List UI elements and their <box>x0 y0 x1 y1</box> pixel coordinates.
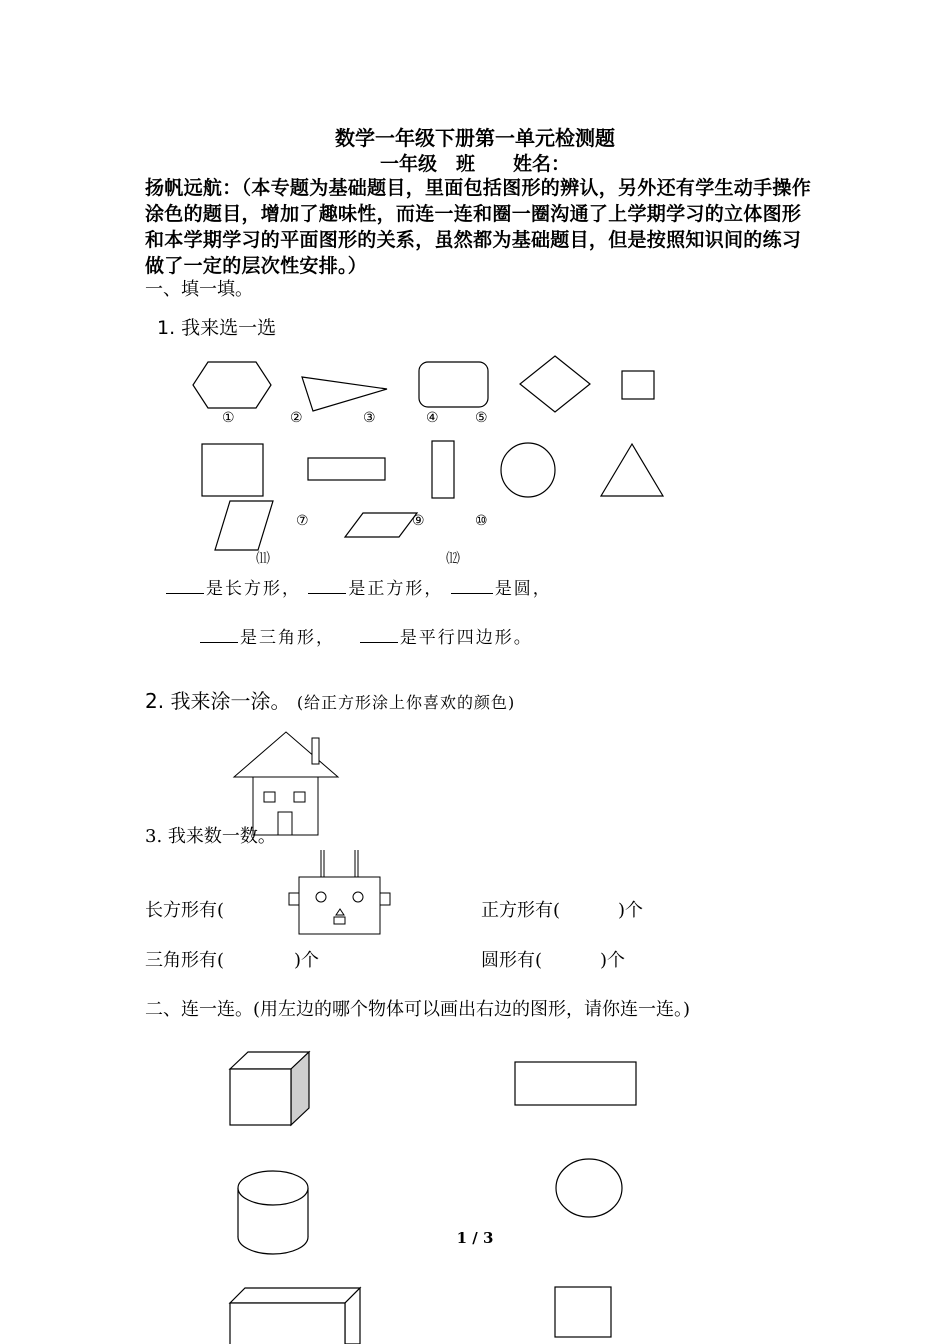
fill-triangle-text: 是三角形， <box>240 628 335 648</box>
circle-count-prefix: 圆形有( <box>481 950 543 971</box>
page-number: 1 / 3 <box>456 1229 494 1247</box>
label-12: ⑿ <box>446 551 460 567</box>
label-10: ⑩ <box>475 513 488 529</box>
section-1-heading: 一、填一填。 <box>145 279 253 300</box>
target-rectangle[interactable] <box>515 1062 636 1105</box>
tri-count-prefix: 三角形有( <box>145 950 225 971</box>
target-oval[interactable] <box>556 1159 622 1217</box>
q2-note: (给正方形涂上你喜欢的颜色) <box>296 693 516 712</box>
square-count-prefix: 正方形有( <box>481 900 561 921</box>
page-title: 数学一年级下册第一单元检测题 <box>335 126 615 150</box>
label-2: ② <box>290 410 303 426</box>
label-5: ⑤ <box>475 410 488 426</box>
class-name-line: 一年级 班 姓名： <box>379 153 570 175</box>
cuboid-top <box>230 1288 360 1303</box>
label-4: ④ <box>426 410 439 426</box>
q2-title: 2. 我来涂一涂。 <box>145 689 291 713</box>
section-2-heading: 二、连一连。(用左边的哪个物体可以画出右边的图形，请你连一连。) <box>145 999 691 1020</box>
label-3: ③ <box>363 410 376 426</box>
label-9: ⑨ <box>412 513 425 529</box>
label-7: ⑦ <box>296 513 309 529</box>
cube-front <box>230 1069 291 1125</box>
cuboid-object[interactable] <box>230 1288 360 1344</box>
tri-count-suffix: )个 <box>294 950 320 971</box>
fill-rect-text: 是长方形， <box>206 579 301 599</box>
target-square[interactable] <box>555 1287 611 1337</box>
label-11: ⑾ <box>256 551 270 567</box>
intro-paragraph: 扬帆远航：（本专题为基础题目，里面包括图形的辨认，另外还有学生动手操作涂色的题目，增加了趣味性，而连一连和圈一圈沟通了上学期学习的立体图形和本学期学习的平面图形的关系，虽然都为基础题目，但是按照知识间的练习做了一定的层次性安排。） <box>145 177 812 277</box>
square-count-suffix: )个 <box>618 900 644 921</box>
q3-title: 3. 我来数一数。 <box>145 826 276 847</box>
cuboid-front <box>230 1303 345 1344</box>
fill-square-text: 是正方形， <box>348 579 444 599</box>
cube-object[interactable] <box>230 1052 309 1125</box>
label-1: ① <box>222 410 235 426</box>
circle-count-suffix: )个 <box>600 950 626 971</box>
fill-circle-text: 是圆， <box>494 579 552 599</box>
fill-parallelogram-text: 是平行四边形。 <box>399 628 533 648</box>
q1-title: 1. 我来选一选 <box>157 317 277 339</box>
rect-count-label: 长方形有( <box>145 900 225 921</box>
cylinder-top <box>238 1171 308 1205</box>
